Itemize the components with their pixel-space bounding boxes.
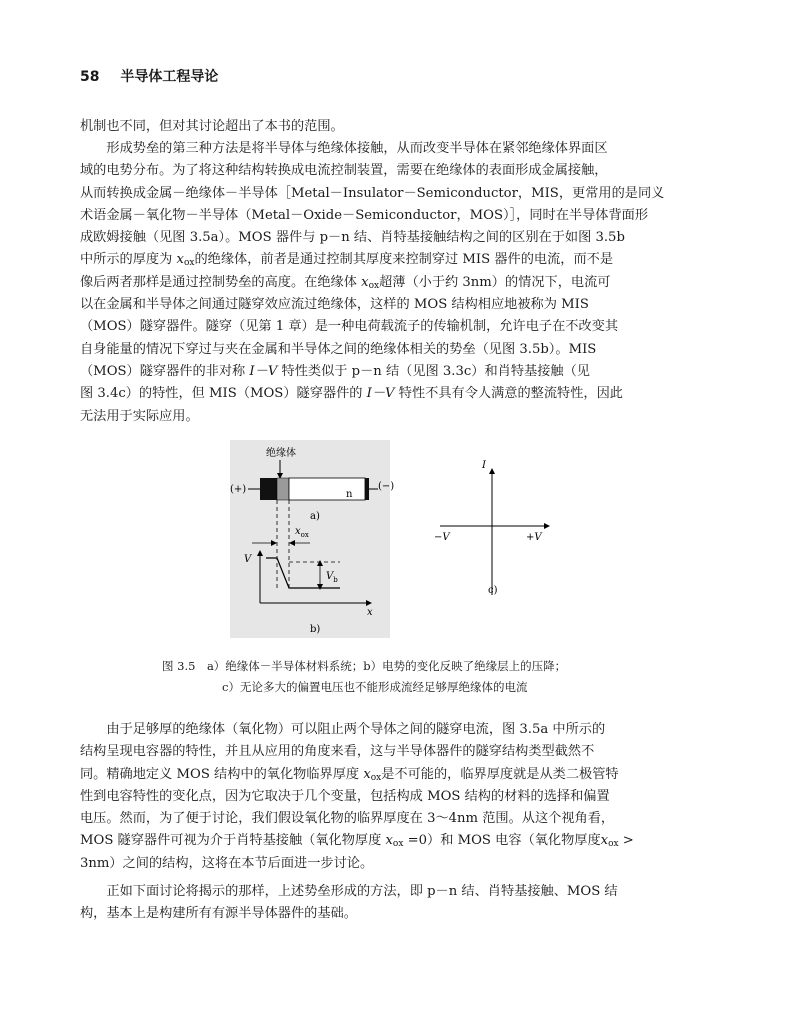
back-contact <box>365 478 369 500</box>
variable: x <box>600 833 609 849</box>
variable: x <box>361 274 369 290</box>
figure-diagram <box>230 440 560 640</box>
xox-label: $x_{ox}$ <box>295 526 309 539</box>
figure-ab-background <box>230 440 390 638</box>
plus-terminal: (+) <box>230 484 247 495</box>
variable: x <box>363 766 371 782</box>
text-line <box>80 249 712 271</box>
text-span: 是不可能的，临界厚度就是从类二极管特 <box>381 766 619 782</box>
v-horizontal-arrowhead <box>544 523 550 529</box>
text-line: 域的电势分布。为了将这种结构转换成电流控制装置，需要在绝缘体的表面形成金属接触， <box>80 163 608 179</box>
text-line: 机制也不同，但对其讨论超出了本书的范围。 <box>80 119 344 134</box>
text-span: 像后两者那样是通过控制势垒的高度。在绝缘体 <box>80 274 357 290</box>
n-label: n <box>346 489 353 500</box>
paragraph-3 <box>80 719 712 875</box>
i-axis-label: I <box>482 460 486 471</box>
n-semiconductor <box>289 478 365 500</box>
caption-line: c）无论多大的偏置电压也不能形成流经足够厚绝缘体的电流 <box>222 680 528 694</box>
figure-3-5 <box>230 440 560 640</box>
text-line <box>80 383 712 405</box>
text-span: 同。精确地定义 MOS 结构中的氧化物临界厚度 <box>80 766 364 782</box>
page-number: 58 <box>80 69 100 85</box>
text-line <box>80 272 712 294</box>
text-span: 特性类似于 p－n 结（见图 3.3c）和肖特基接触（见 <box>277 363 590 379</box>
text-line: 形成势垒的第三种方法是将半导体与绝缘体接触，从而改变半导体在紧邻绝缘体界面区 <box>106 141 608 156</box>
paragraph-1 <box>80 116 712 138</box>
label-a: a) <box>310 511 320 522</box>
v-axis-label: V <box>244 554 252 565</box>
page-header <box>80 66 218 86</box>
metal-contact <box>260 478 277 500</box>
subscript: ox <box>608 839 619 850</box>
paragraph-4 <box>80 881 712 926</box>
text-span: 的绝缘体，前者是通过控制其厚度来控制穿过 MIS 器件的电流，而不是 <box>194 252 614 268</box>
text-line <box>80 830 712 852</box>
text-line: 成欧姆接触（见图 3.5a）。MOS 器件与 p－n 结、肖特基接触结构之间的区别在于如图 3.5b <box>80 230 625 246</box>
text-span: 图 3.4c）的特性，但 MIS（MOS）隧穿器件的 <box>80 386 367 402</box>
book-title: 半导体工程导论 <box>120 69 219 85</box>
insulator-layer <box>277 478 289 500</box>
figure-caption <box>162 656 566 698</box>
text-line: （MOS）隧穿器件。隧穿（见第 1 章）是一种电荷载流子的传输机制，允许电子在不改变其 <box>80 319 619 335</box>
label-b: b) <box>310 624 321 635</box>
subscript: ox <box>370 772 382 783</box>
variable: I－V <box>249 363 278 379</box>
subscript: ox <box>368 280 380 291</box>
text-line: 正如下面讨论将揭示的那样，上述势垒形成的方法，即 p－n 结、肖特基接触、MOS 结 <box>106 884 618 899</box>
text-span: 超薄（小于约 3nm）的情况下，电流可 <box>379 274 611 290</box>
text-line <box>80 764 712 786</box>
insulator-label: 绝缘体 <box>266 448 296 459</box>
x-axis-label: x <box>367 607 373 618</box>
text-line: 无法用于实际应用。 <box>80 408 199 424</box>
text-line: 自身能量的情况下穿过与夹在金属和半导体之间的绝缘体相关的势垒（见图 3.5b）。MIS <box>80 341 597 357</box>
text-line: 构，基本上是构建所有有源半导体器件的基础。 <box>80 906 357 922</box>
variable: x <box>176 252 184 268</box>
text-line: 由于足够厚的绝缘体（氧化物）可以阻止两个导体之间的隧穿电流，图 3.5a 中所示的 <box>106 722 606 737</box>
text-span: > <box>618 833 634 849</box>
variable: x <box>385 833 393 849</box>
text-line: 结构呈现电容器的特性，并且从应用的角度来看，这与半导体器件的隧穿结构类型截然不 <box>80 744 595 760</box>
text-span: =0）和 MOS 电容（氧化物厚度 <box>403 833 601 849</box>
neg-v-label: −V <box>434 532 450 543</box>
text-line: 性到电容特性的变化点，因为它取决于几个变量，包括构成 MOS 结构的材料的选择和偏置 <box>80 788 610 804</box>
text-line: 电压。然而，为了便于讨论，我们假设氧化物的临界厚度在 3～4nm 范围。从这个视角看， <box>80 811 615 827</box>
text-line: 术语金属－氧化物－半导体（Metal－Oxide－Semiconductor，MOS）］，同时在半导体背面形 <box>80 207 649 223</box>
subscript: ox <box>183 258 195 269</box>
subscript: ox <box>392 839 404 850</box>
paragraph-2 <box>80 138 712 428</box>
text-line: 3nm）之间的结构，这将在本节后面进一步讨论。 <box>80 855 374 871</box>
text-line: 以在金属和半导体之间通过隧穿效应流过绝缘体，这样的 MOS 结构相应地被称为 MIS <box>80 297 589 313</box>
text-line: 从而转换成金属－绝缘体－半导体［Metal－Insulator－Semiconductor，MIS，更常用的是同义 <box>80 185 665 201</box>
text-span: MOS 隧穿器件可视为介于肖特基接触（氧化物厚度 <box>80 833 386 849</box>
i-axis-arrowhead <box>489 468 495 474</box>
text-line <box>80 361 712 383</box>
vb-label: $V_b$ <box>326 571 338 584</box>
caption-line: 图 3.5 a）绝缘体－半导体材料系统；b）电势的变化反映了绝缘层上的压降； <box>162 659 567 673</box>
minus-terminal: (−) <box>378 481 395 492</box>
variable: I－V <box>366 386 395 402</box>
label-c: c) <box>488 585 498 596</box>
text-span: 中所示的厚度为 <box>80 252 177 268</box>
pos-v-label: +V <box>526 532 542 543</box>
text-span: （MOS）隧穿器件的非对称 <box>80 363 250 379</box>
text-span: 特性不具有令人满意的整流特性，因此 <box>394 386 623 402</box>
